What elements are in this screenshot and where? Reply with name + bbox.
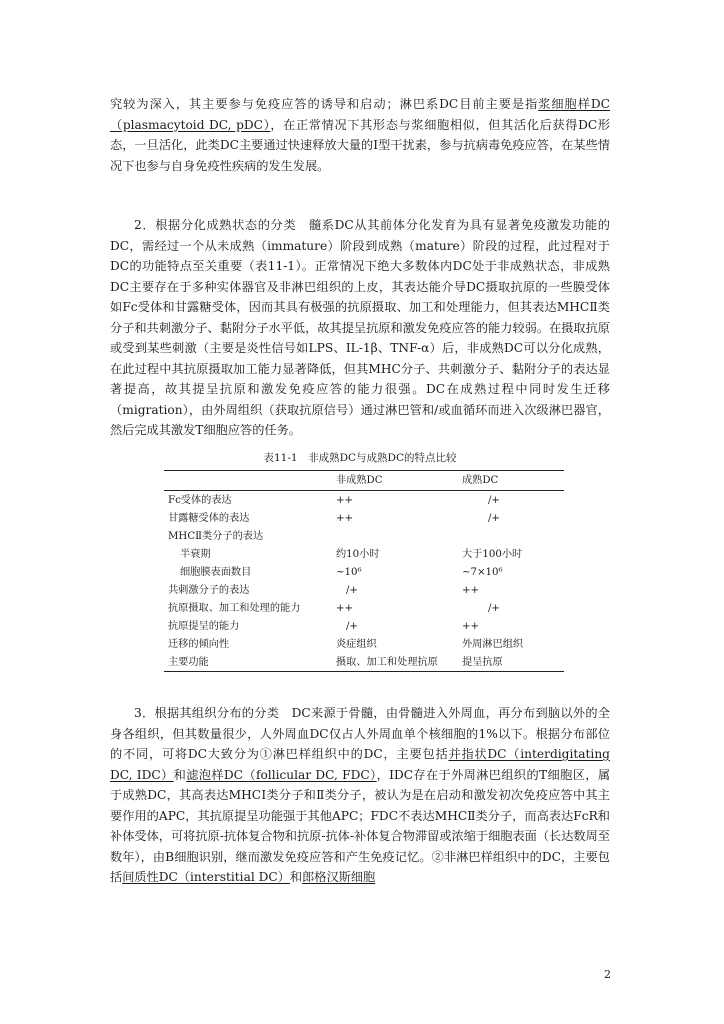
immature-value: [332, 527, 458, 545]
paragraph-maturation-classification: 2．根据分化成熟状态的分类 髓系DC从其前体分化发育为具有显著免疫激发功能的DC，需经过一个从未成熟（immature）阶段到成熟（mature）阶段的过程，此过程对于DC的功能特点至关重要（表11-1）。正常情况下绝大多数体内DC处于非成熟状态，非成熟DC主要存在于多种实体器官及非淋巴组织的上皮，其表达能介导DC摄取抗原的一些膜受体如Fc受体和甘露糖受体，因而其具有极强的抗原摄取、加工和处理能力，但其表达MHCⅡ类分子和共刺激分子、黏附分子水平低，故其提呈抗原和激发免疫应答的能力较弱。在摄取抗原或受到某些刺激（主要是炎性信号如LPS、IL-1β、TNF-α）后，非成熟DC可以分化成熟，在此过程中其抗原摄取加工能力显著降低，但其MHC分子、共刺激分子、黏附分子的表达显著提高，故其提呈抗原和激发免疫应答的能力很强。DC在成熟过程中同时发生迁移（migration），由外周组织（获取抗原信号）通过淋巴管和/或血循环而进入次级淋巴器官，然后完成其激发T细胞应答的任务。: [110, 218, 610, 437]
term-pdc: 浆细胞样DC（plasmacytoid DC, pDC）: [110, 97, 610, 132]
table-row: [164, 509, 564, 527]
mature-value: ~7×10⁶: [462, 566, 503, 578]
immature-value: ~10⁶: [336, 566, 362, 578]
paragraph-text: 3．根据其组织分布的分类 DC来源于骨髓，由骨髓进入外周血，再分布到脑以外的全身各组织，但其数量很少，人外周血DC仅占人外周血单个核细胞的1%以下。根据分布部位的不同，可将DC大致分为①淋巴样组织中的DC，主要包括: [110, 706, 610, 761]
paragraph-text: 究较为深入，其主要参与免疫应答的诱导和启动；淋巴系DC目前主要是指: [110, 97, 539, 111]
paragraph-text: ，在正常情况下其形态与浆细胞相似，但其活化后获得DC形态，一旦活化，此类DC主要通过快速释放大量的Ⅰ型干扰素，参与抗病毒免疫应答，在某些情况下也参与自身免疫性疾病的发生发展。: [110, 117, 610, 173]
table-row: [164, 545, 564, 563]
table-row: [164, 635, 564, 653]
row-label: Fc受体的表达: [168, 494, 232, 506]
immature-value: /+: [346, 584, 358, 596]
paragraph-tissue-distribution: [110, 703, 610, 888]
comparison-table: [164, 470, 564, 672]
table-row: [164, 491, 564, 510]
table-row: [164, 653, 564, 672]
table-row: [164, 599, 564, 617]
row-label: MHCⅡ类分子的表达: [168, 530, 264, 542]
term-fdc: 滤泡样DC（follicular DC, FDC）: [186, 767, 377, 782]
paragraph-lymphoid-dc: [110, 94, 610, 176]
row-label: 共刺激分子的表达: [168, 584, 250, 596]
mature-value: ++: [462, 584, 480, 596]
immature-value: 摄取、加工和处理抗原: [336, 656, 438, 668]
row-label: 甘露糖受体的表达: [168, 512, 250, 524]
mature-value: 提呈抗原: [462, 656, 503, 668]
immature-value: 约10小时: [336, 548, 380, 560]
mature-value: 大于100小时: [462, 548, 523, 560]
row-label: 抗原摄取、加工和处理的能力: [168, 602, 301, 614]
paragraph-text: ，IDC存在于外周淋巴组织的T细胞区，属于成熟DC，其高表达MHCⅠ类分子和Ⅱ类分子，被认为是在启动和激发初次免疫应答中其主要作用的APC，其抗原提呈功能强于其他APC；FDC不表达MHCⅡ类分子，而高表达FcR和补体受体，可将抗原-抗体复合物和抗原-抗体-补体复合物滞留或浓缩于细胞表面（长达数周至数年），由B细胞识别，继而激发免疫应答和产生免疫记忆。②非淋巴样组织中的DC，主要包括: [110, 767, 611, 884]
immature-value: /+: [346, 620, 358, 632]
term-interstitial-dc: 间质性DC（interstitial DC）: [122, 870, 290, 884]
mature-value: /+: [488, 602, 500, 614]
mature-value: ++: [462, 620, 480, 632]
mature-value: 外周淋巴组织: [462, 638, 524, 650]
table-row: [164, 617, 564, 635]
immature-value: ++: [336, 512, 354, 524]
paragraph-text: 和: [173, 767, 187, 782]
header-cell-immature: 非成熟DC: [336, 475, 383, 486]
row-label: 细胞膜表面数目: [180, 566, 252, 578]
table-header-row: [164, 471, 564, 491]
mature-value: /+: [488, 494, 500, 506]
table-caption: 表11-1 非成熟DC与成熟DC的特点比较: [263, 452, 457, 464]
immature-value: 炎症组织: [336, 638, 377, 650]
term-idc: 并指状DC（interdigitating DC, IDC）: [110, 747, 610, 782]
mature-value: [458, 527, 564, 545]
table-row: [164, 563, 564, 581]
table-row: [164, 527, 564, 545]
immature-value: ++: [336, 494, 354, 506]
table-row: [164, 581, 564, 599]
page-number: 2: [604, 968, 611, 981]
term-langerhans-cell: 郎格汉斯细胞: [302, 870, 376, 884]
row-label: 迁移的倾向性: [168, 638, 230, 650]
mature-value: /+: [488, 512, 500, 524]
header-cell-mature: 成熟DC: [462, 475, 499, 486]
row-label: 主要功能: [168, 656, 209, 668]
immature-value: ++: [336, 602, 354, 614]
header-cell-feature: [164, 471, 332, 491]
row-label: 半衰期: [180, 548, 211, 560]
paragraph-text: 和: [289, 870, 303, 884]
row-label: 抗原提呈的能力: [168, 620, 240, 632]
